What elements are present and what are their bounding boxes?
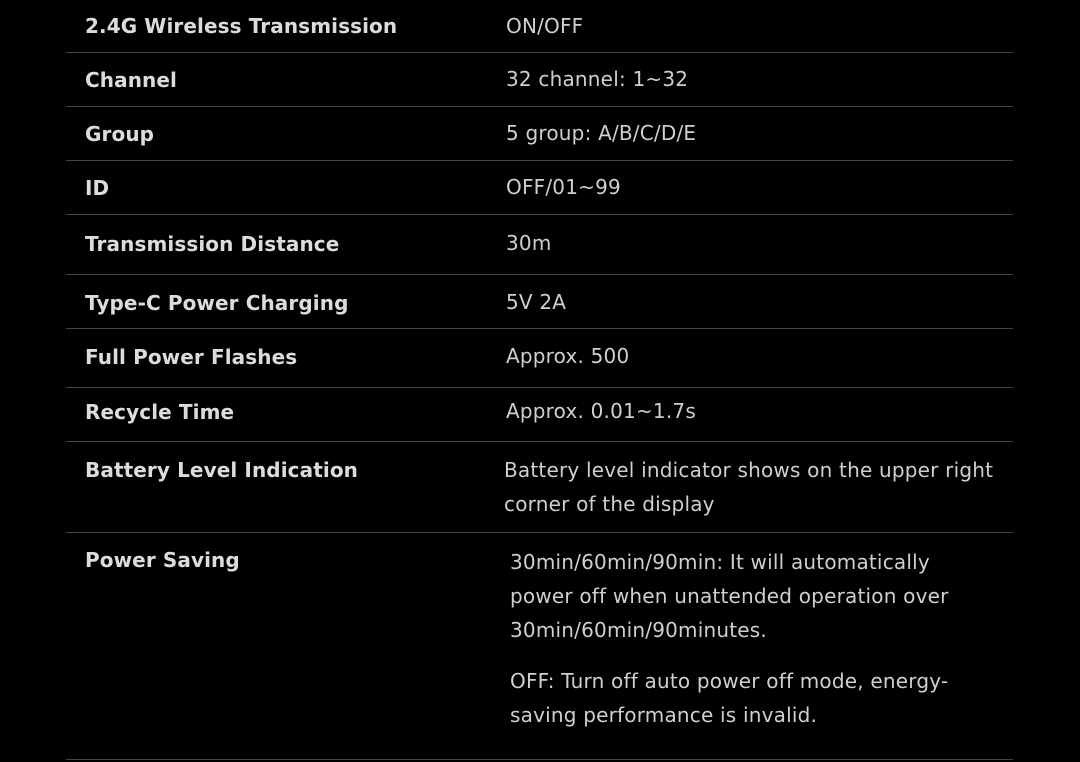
spec-row-group bbox=[66, 107, 1013, 161]
spec-label: Full Power Flashes bbox=[85, 345, 298, 369]
spec-row-battery bbox=[66, 442, 1013, 533]
spec-label: 2.4G Wireless Transmission bbox=[85, 14, 398, 38]
spec-value-paragraph: 30min/60min/90min: It will automatically power off when unattended operation over 30min/60min/90minutes. bbox=[510, 550, 949, 642]
spec-value: ON/OFF bbox=[506, 14, 584, 38]
spec-value-text: Battery level indicator shows on the upper right corner of the display bbox=[504, 458, 994, 516]
spec-row-wireless bbox=[66, 0, 1013, 53]
spec-row-flashes bbox=[66, 329, 1013, 388]
spec-table bbox=[66, 0, 1013, 760]
spec-row-power-saving bbox=[66, 533, 1013, 760]
spec-value: OFF/01~99 bbox=[506, 175, 621, 199]
spec-label: Power Saving bbox=[85, 548, 240, 572]
spec-value: Approx. 500 bbox=[506, 344, 630, 368]
spec-value bbox=[504, 453, 994, 521]
spec-label: Transmission Distance bbox=[85, 232, 340, 256]
spec-label: Group bbox=[85, 122, 155, 146]
spec-value: 32 channel: 1~32 bbox=[506, 67, 689, 91]
spec-label: Type-C Power Charging bbox=[85, 291, 349, 315]
spec-row-recycle bbox=[66, 388, 1013, 442]
spec-value-paragraph: OFF: Turn off auto power off mode, energy-saving performance is invalid. bbox=[510, 669, 949, 727]
spec-value: 5V 2A bbox=[506, 290, 567, 314]
spec-label: Battery Level Indication bbox=[85, 458, 359, 482]
spec-value bbox=[510, 545, 980, 732]
spec-value: 5 group: A/B/C/D/E bbox=[506, 121, 697, 145]
spec-value: 30m bbox=[506, 231, 552, 255]
spec-label: Recycle Time bbox=[85, 400, 235, 424]
spec-label: Channel bbox=[85, 68, 178, 92]
spec-value: Approx. 0.01~1.7s bbox=[506, 399, 696, 423]
spec-row-distance bbox=[66, 215, 1013, 275]
spec-row-channel bbox=[66, 53, 1013, 107]
spec-row-charging bbox=[66, 275, 1013, 329]
spec-row-id bbox=[66, 161, 1013, 215]
spec-label: ID bbox=[85, 176, 110, 200]
